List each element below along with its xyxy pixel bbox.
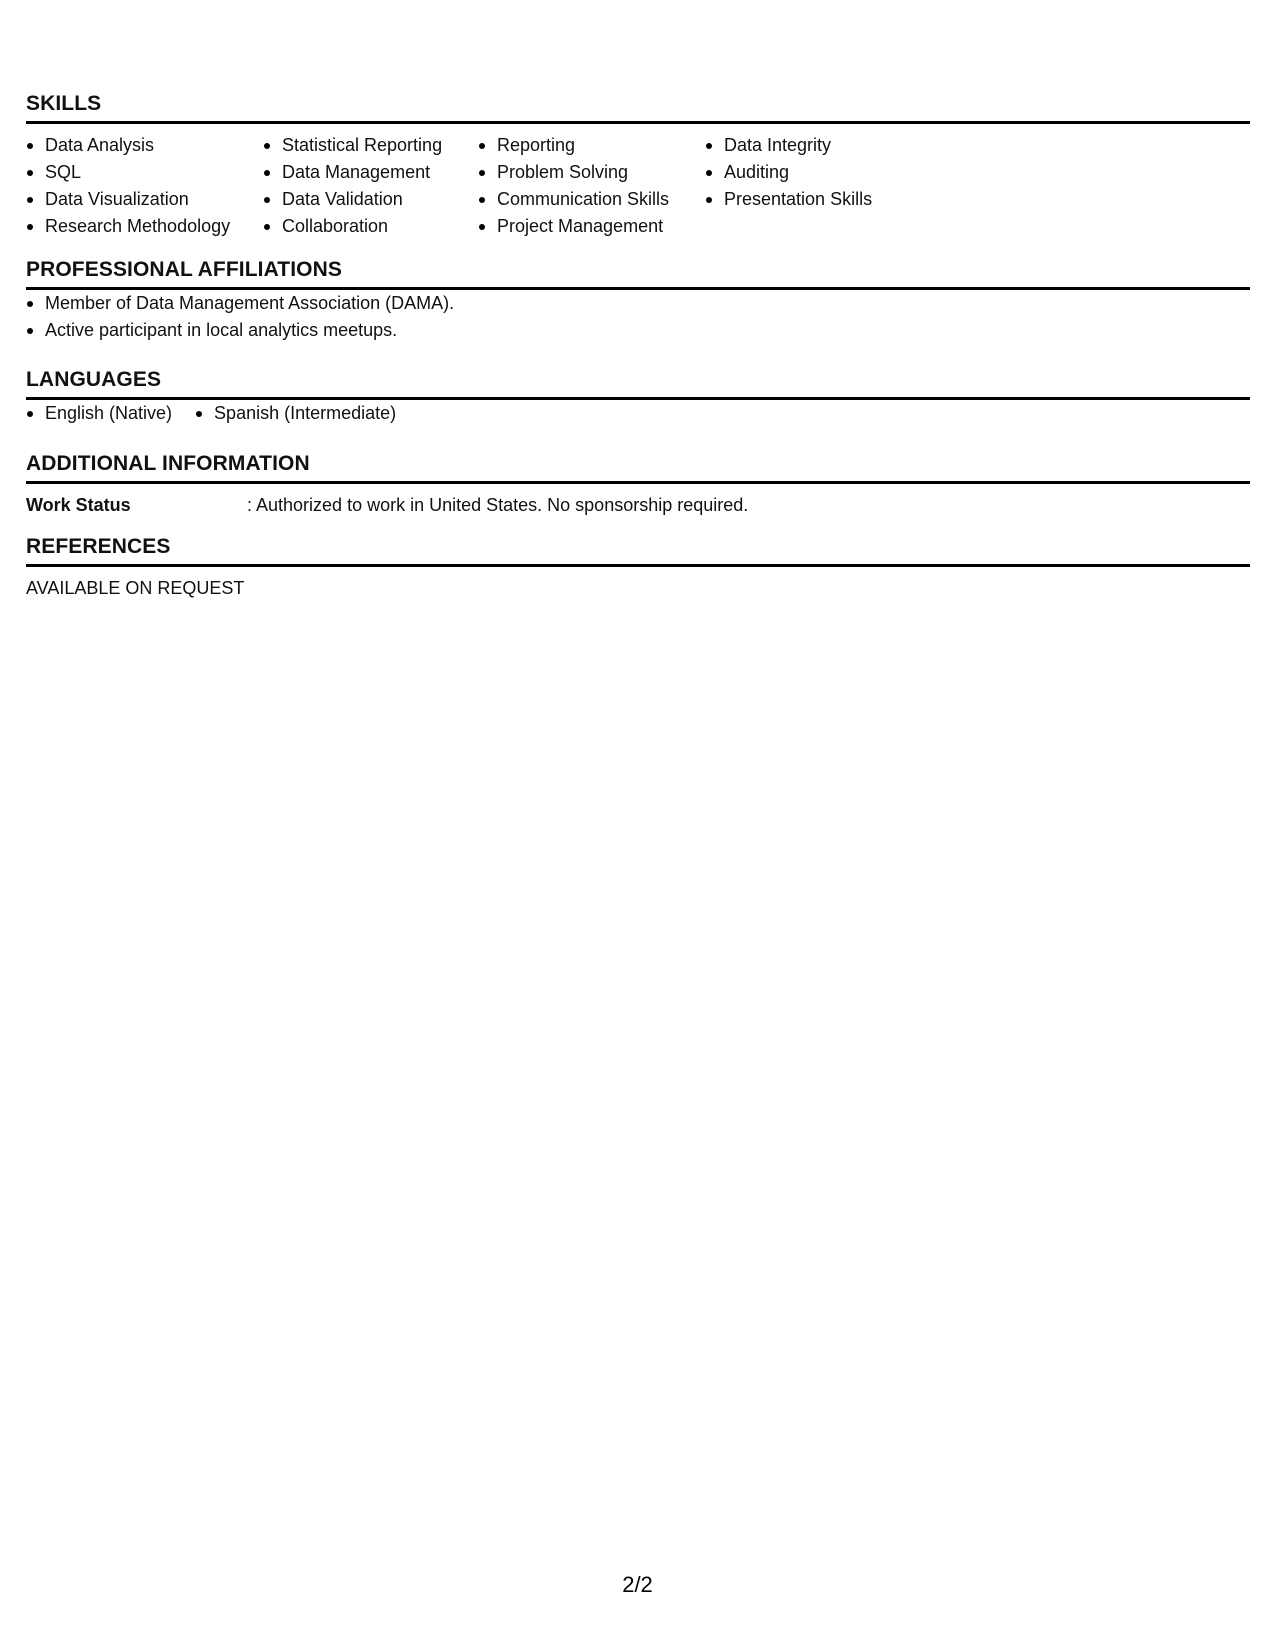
skill-item: Reporting	[478, 132, 705, 159]
skill-item: Data Validation	[263, 186, 478, 213]
languages-heading: LANGUAGES	[26, 368, 162, 391]
references-heading: REFERENCES	[26, 535, 171, 558]
skills-column-2	[263, 132, 478, 240]
section-divider	[26, 481, 1250, 484]
additional-info-section	[26, 451, 1250, 518]
affiliation-item: Member of Data Management Association (DAMA).	[26, 290, 1250, 317]
skill-item: Communication Skills	[478, 186, 705, 213]
skill-item: Collaboration	[263, 213, 478, 240]
skill-item: Presentation Skills	[705, 186, 925, 213]
page-number: 2/2	[622, 1572, 653, 1597]
work-status-value: : Authorized to work in United States. No sponsorship required.	[247, 495, 749, 515]
additional-info-heading: ADDITIONAL INFORMATION	[26, 452, 310, 475]
language-item: English (Native)	[26, 400, 172, 427]
references-section	[26, 534, 1250, 601]
skills-section	[26, 91, 1250, 240]
skills-heading: SKILLS	[26, 92, 102, 115]
skill-item: Data Integrity	[705, 132, 925, 159]
affiliations-section	[26, 257, 1250, 344]
skills-column-1	[26, 132, 263, 240]
section-divider	[26, 121, 1250, 124]
skill-item: Data Visualization	[26, 186, 263, 213]
references-text: AVAILABLE ON REQUEST	[26, 578, 245, 598]
skills-columns	[26, 132, 1250, 240]
skill-item: Auditing	[705, 159, 925, 186]
skill-item: SQL	[26, 159, 263, 186]
skills-column-4	[705, 132, 925, 240]
skill-item: Research Methodology	[26, 213, 263, 240]
work-status-row	[26, 492, 1250, 518]
skill-item: Project Management	[478, 213, 705, 240]
section-divider	[26, 564, 1250, 567]
affiliations-list	[26, 290, 1250, 344]
skill-item: Data Analysis	[26, 132, 263, 159]
work-status-label: Work Status	[26, 495, 131, 515]
languages-list	[26, 400, 1250, 427]
skill-item: Problem Solving	[478, 159, 705, 186]
affiliations-heading: PROFESSIONAL AFFILIATIONS	[26, 258, 342, 281]
skill-item: Data Management	[263, 159, 478, 186]
languages-section	[26, 367, 1250, 427]
skills-column-3	[478, 132, 705, 240]
affiliation-item: Active participant in local analytics meetups.	[26, 317, 1250, 344]
skill-item: Statistical Reporting	[263, 132, 478, 159]
language-item: Spanish (Intermediate)	[195, 400, 396, 427]
